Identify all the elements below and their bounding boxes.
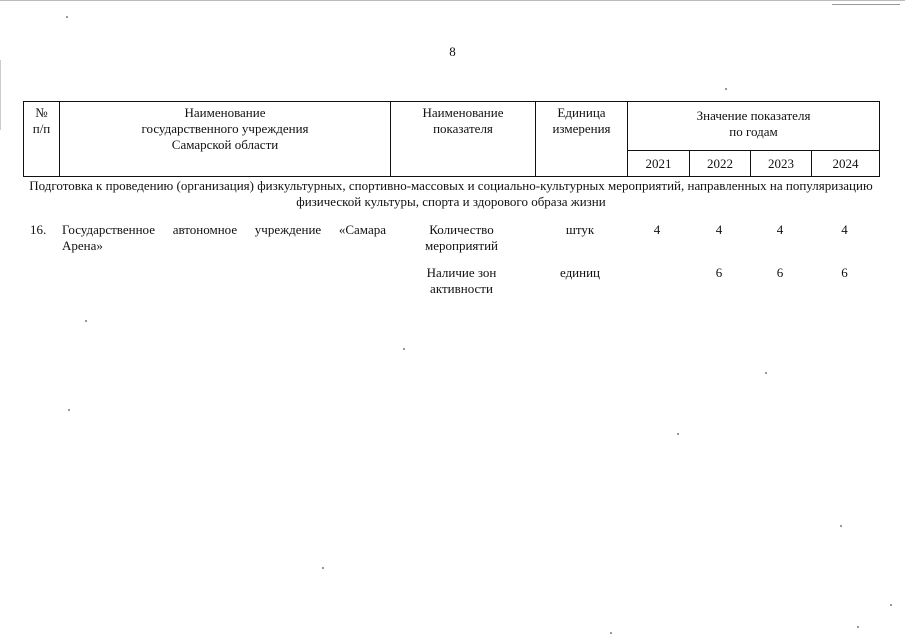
- scan-speck: [66, 16, 68, 18]
- header-values-by-year: Значение показателя по годам: [628, 102, 880, 151]
- row-number: 16.: [30, 222, 47, 237]
- indicator-name: Наличие зон активности: [426, 265, 497, 296]
- header-year-2022: 2022: [690, 151, 751, 177]
- header-unit: Единица измерения: [536, 102, 628, 177]
- section-title: Подготовка к проведению (организация) физкультурных, спортивно-массовых и социально-культурных мероприятий, направленных на популяризацию физической культуры, спорта и здорового образа жизни: [29, 178, 873, 209]
- scan-speck: [403, 348, 405, 350]
- header-row-number: № п/п: [24, 102, 60, 177]
- indicators-table-header: [23, 101, 880, 177]
- header-indicator: Наименование показателя: [391, 102, 536, 177]
- page-number: 8: [449, 44, 456, 59]
- scan-speck: [725, 88, 727, 90]
- scan-top-edge: [0, 0, 905, 1]
- scan-speck: [840, 525, 842, 527]
- indicator-value-2022: 6: [715, 265, 723, 280]
- indicator-value-2023: 4: [776, 222, 784, 237]
- indicator-value-2024: 6: [841, 265, 848, 280]
- header-year-2023: 2023: [751, 151, 812, 177]
- header-year-2021: 2021: [628, 151, 690, 177]
- indicator-unit: штук: [565, 222, 595, 237]
- indicator-name: Количество мероприятий: [425, 222, 498, 253]
- indicator-value-2021: 4: [653, 222, 661, 237]
- indicator-value-2024: 4: [841, 222, 848, 237]
- scan-speck: [68, 409, 70, 411]
- scan-speck: [610, 632, 612, 634]
- scan-speck: [322, 567, 324, 569]
- scan-speck: [890, 604, 892, 606]
- scan-top-mark: [832, 4, 900, 5]
- scan-speck: [677, 433, 679, 435]
- scan-speck: [85, 320, 87, 322]
- organization-name: Государственное автономное учреждение «Самара Арена»: [62, 222, 386, 253]
- scan-speck: [765, 372, 767, 374]
- indicator-value-2022: 4: [715, 222, 723, 237]
- scan-left-edge: [0, 60, 1, 130]
- indicator-value-2023: 6: [776, 265, 784, 280]
- indicator-unit: единиц: [559, 265, 601, 280]
- scan-speck: [857, 626, 859, 628]
- header-year-2024: 2024: [812, 151, 880, 177]
- header-organization: Наименование государственного учреждения Самарской области: [60, 102, 391, 177]
